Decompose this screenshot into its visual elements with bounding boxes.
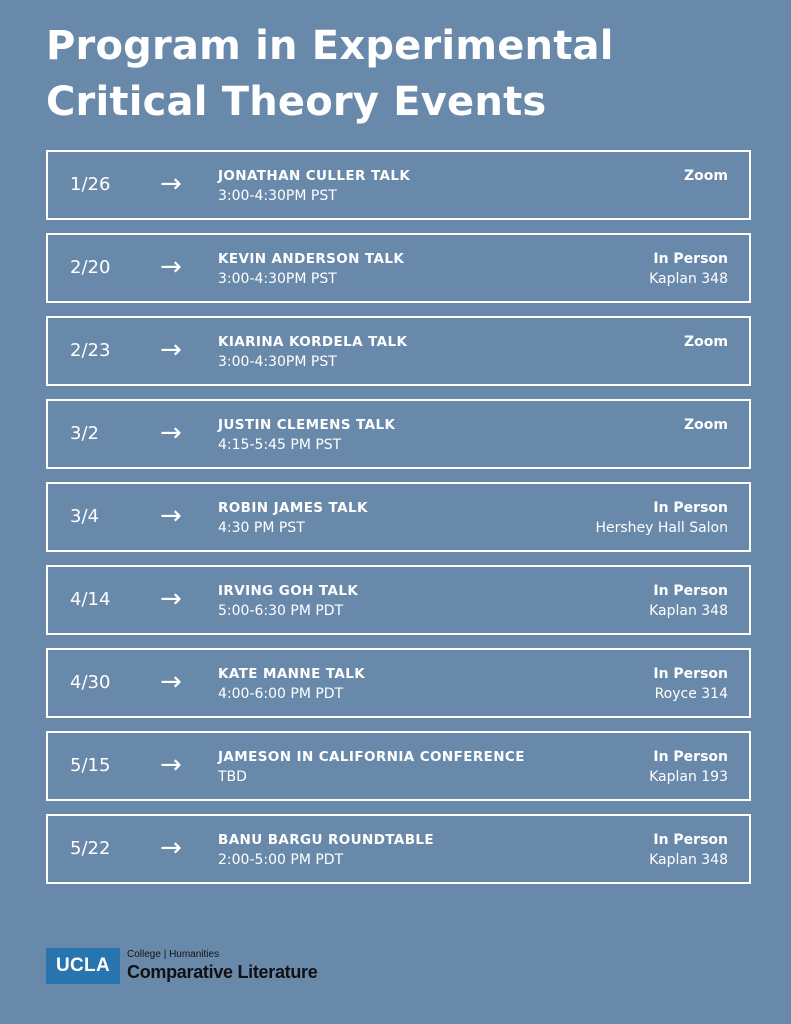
arrow-right-icon: → — [160, 418, 182, 448]
event-place: Hershey Hall Salon — [595, 520, 728, 536]
arrow-right-icon: → — [160, 335, 182, 365]
ucla-logo: UCLA — [46, 948, 120, 984]
event-date: 5/22 — [70, 838, 111, 859]
event-location — [649, 581, 728, 622]
event-place: Kaplan 348 — [649, 271, 728, 287]
event-date: 3/4 — [70, 506, 99, 527]
event-date: 1/26 — [70, 174, 111, 195]
event-mode: In Person — [653, 666, 728, 682]
event-date: 3/2 — [70, 423, 99, 444]
event-mode: In Person — [653, 500, 728, 516]
event-time: TBD — [218, 769, 247, 785]
event-place: Kaplan 348 — [649, 603, 728, 619]
event-time: 4:00-6:00 PM PDT — [218, 686, 344, 702]
arrow-right-icon: → — [160, 750, 182, 780]
event-info — [218, 747, 525, 788]
event-name: JONATHAN CULLER TALK — [218, 168, 411, 184]
event-time: 2:00-5:00 PM PDT — [218, 852, 344, 868]
event-info — [218, 249, 404, 290]
event-date: 5/15 — [70, 755, 111, 776]
event-date: 2/20 — [70, 257, 111, 278]
event-location — [649, 830, 728, 871]
event-location — [653, 664, 728, 705]
event-info — [218, 166, 410, 207]
events-list — [46, 150, 751, 897]
event-place: Royce 314 — [654, 686, 728, 702]
event-info — [218, 415, 395, 456]
event-name: BANU BARGU ROUNDTABLE — [218, 832, 435, 848]
arrow-right-icon: → — [160, 169, 182, 199]
event-date: 4/14 — [70, 589, 111, 610]
event-place: Kaplan 193 — [649, 769, 728, 785]
event-name: KIARINA KORDELA TALK — [218, 334, 408, 350]
event-time: 4:30 PM PST — [218, 520, 305, 536]
event-row — [46, 316, 751, 386]
event-row — [46, 648, 751, 718]
event-row — [46, 565, 751, 635]
event-name: KATE MANNE TALK — [218, 666, 366, 682]
event-mode: Zoom — [684, 334, 728, 350]
event-row — [46, 399, 751, 469]
event-mode: Zoom — [684, 417, 728, 433]
event-time: 5:00-6:30 PM PDT — [218, 603, 344, 619]
event-location — [649, 747, 728, 788]
arrow-right-icon: → — [160, 667, 182, 697]
event-name: JUSTIN CLEMENS TALK — [218, 417, 396, 433]
arrow-right-icon: → — [160, 252, 182, 282]
department-name: Comparative Literature — [127, 962, 318, 982]
event-location — [684, 415, 728, 435]
event-location — [649, 249, 728, 290]
event-row — [46, 150, 751, 220]
event-time: 4:15-5:45 PM PST — [218, 437, 342, 453]
college-line: College | Humanities — [127, 949, 220, 960]
title-line-2: Critical Theory Events — [46, 79, 547, 125]
department-block — [127, 948, 317, 982]
event-row — [46, 233, 751, 303]
event-mode: In Person — [653, 583, 728, 599]
event-info — [218, 498, 368, 539]
title-line-1: Program in Experimental — [46, 23, 614, 69]
event-info — [218, 830, 434, 871]
page-title — [46, 18, 746, 130]
event-row — [46, 814, 751, 884]
event-date: 2/23 — [70, 340, 111, 361]
event-mode: In Person — [653, 251, 728, 267]
event-name: ROBIN JAMES TALK — [218, 500, 368, 516]
event-date: 4/30 — [70, 672, 111, 693]
event-info — [218, 581, 358, 622]
arrow-right-icon: → — [160, 501, 182, 531]
event-time: 3:00-4:30PM PST — [218, 354, 337, 370]
arrow-right-icon: → — [160, 833, 182, 863]
arrow-right-icon: → — [160, 584, 182, 614]
event-mode: Zoom — [684, 168, 728, 184]
event-location — [684, 332, 728, 352]
event-row — [46, 731, 751, 801]
event-name: IRVING GOH TALK — [218, 583, 359, 599]
event-location — [684, 166, 728, 186]
event-location — [595, 498, 728, 539]
event-mode: In Person — [653, 832, 728, 848]
event-mode: In Person — [653, 749, 728, 765]
event-place: Kaplan 348 — [649, 852, 728, 868]
event-name: JAMESON IN CALIFORNIA CONFERENCE — [218, 749, 525, 765]
event-row — [46, 482, 751, 552]
event-name: KEVIN ANDERSON TALK — [218, 251, 405, 267]
event-info — [218, 332, 407, 373]
event-time: 3:00-4:30PM PST — [218, 271, 337, 287]
event-time: 3:00-4:30PM PST — [218, 188, 337, 204]
event-info — [218, 664, 365, 705]
